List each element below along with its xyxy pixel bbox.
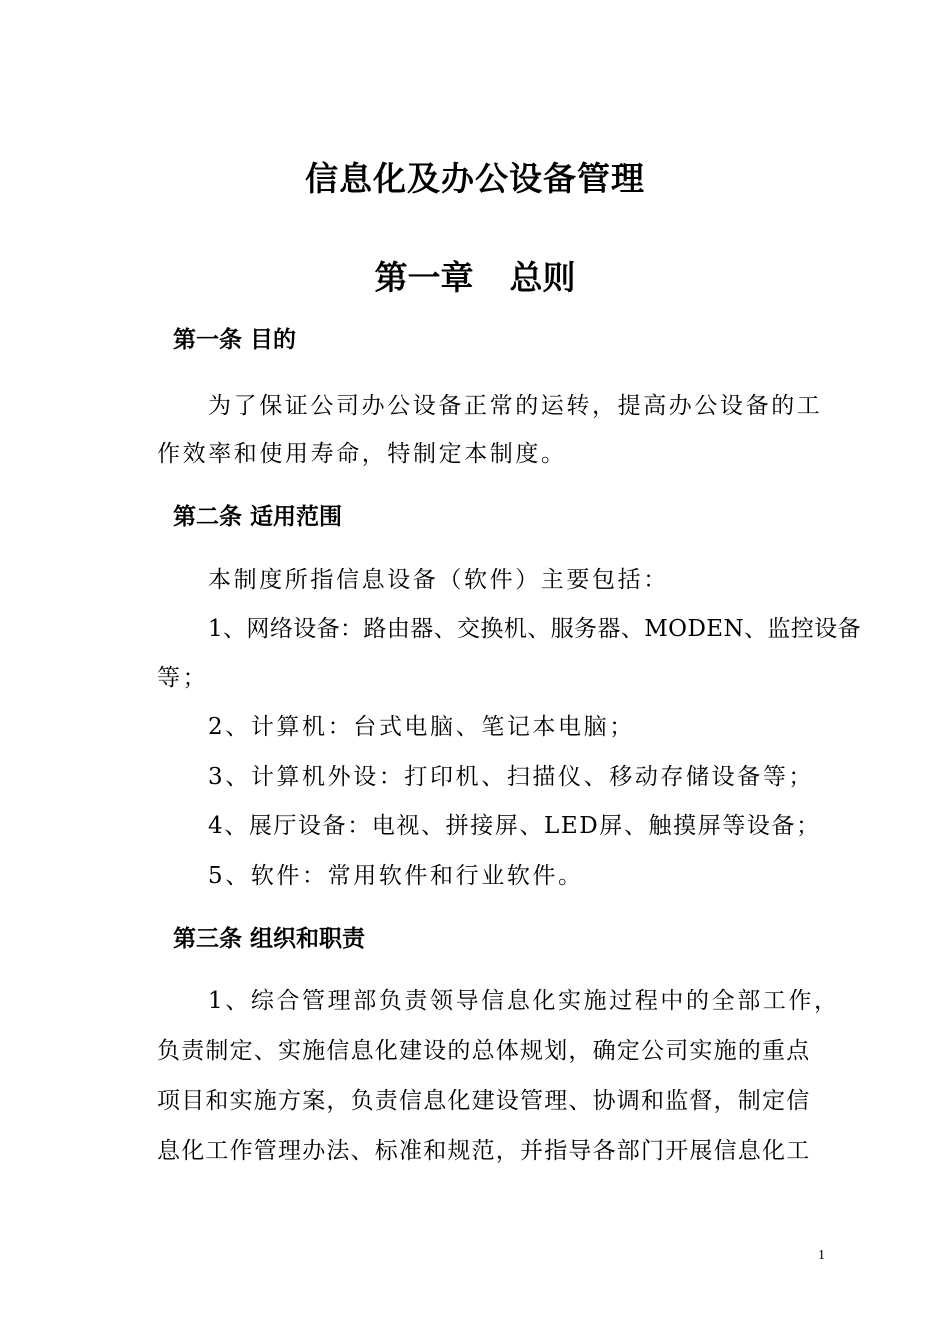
paragraph-line: 负责制定、实施信息化建设的总体规划，确定公司实施的重点 xyxy=(157,1038,811,1064)
paragraph-line: 1、综合管理部负责领导信息化实施过程中的全部工作， xyxy=(208,988,840,1014)
paragraph-line: 息化工作管理办法、标准和规范，并指导各部门开展信息化工 xyxy=(157,1138,811,1164)
paragraph-line: 本制度所指信息设备（软件）主要包括： xyxy=(208,567,669,593)
list-item-continuation: 等； xyxy=(157,665,209,691)
list-item: 2、计算机：台式电脑、笔记本电脑； xyxy=(208,714,635,740)
list-item: 1、网络设备：路由器、交换机、服务器、MODEN、监控设备 xyxy=(208,616,861,642)
list-item: 4、展厅设备：电视、拼接屏、LED屏、触摸屏等设备； xyxy=(208,813,821,839)
document-title: 信息化及办公设备管理 xyxy=(305,159,645,198)
section-heading-scope: 第二条 适用范围 xyxy=(173,503,343,530)
paragraph-line: 作效率和使用寿命，特制定本制度。 xyxy=(157,441,567,467)
paragraph-line: 为了保证公司办公设备正常的运转，提高办公设备的工 xyxy=(208,393,823,419)
chapter-title xyxy=(0,254,950,302)
chapter-number: 第一章 xyxy=(374,258,474,297)
chapter-name: 总则 xyxy=(509,258,576,297)
list-item: 5、软件：常用软件和行业软件。 xyxy=(208,863,584,889)
section-heading-organization: 第三条 组织和职责 xyxy=(173,925,366,952)
section-heading-purpose: 第一条 目的 xyxy=(173,326,297,353)
paragraph-line: 项目和实施方案，负责信息化建设管理、协调和监督，制定信 xyxy=(157,1088,811,1114)
list-item: 3、计算机外设：打印机、扫描仪、移动存储设备等； xyxy=(208,764,815,790)
page-number: 1 xyxy=(818,1248,825,1263)
